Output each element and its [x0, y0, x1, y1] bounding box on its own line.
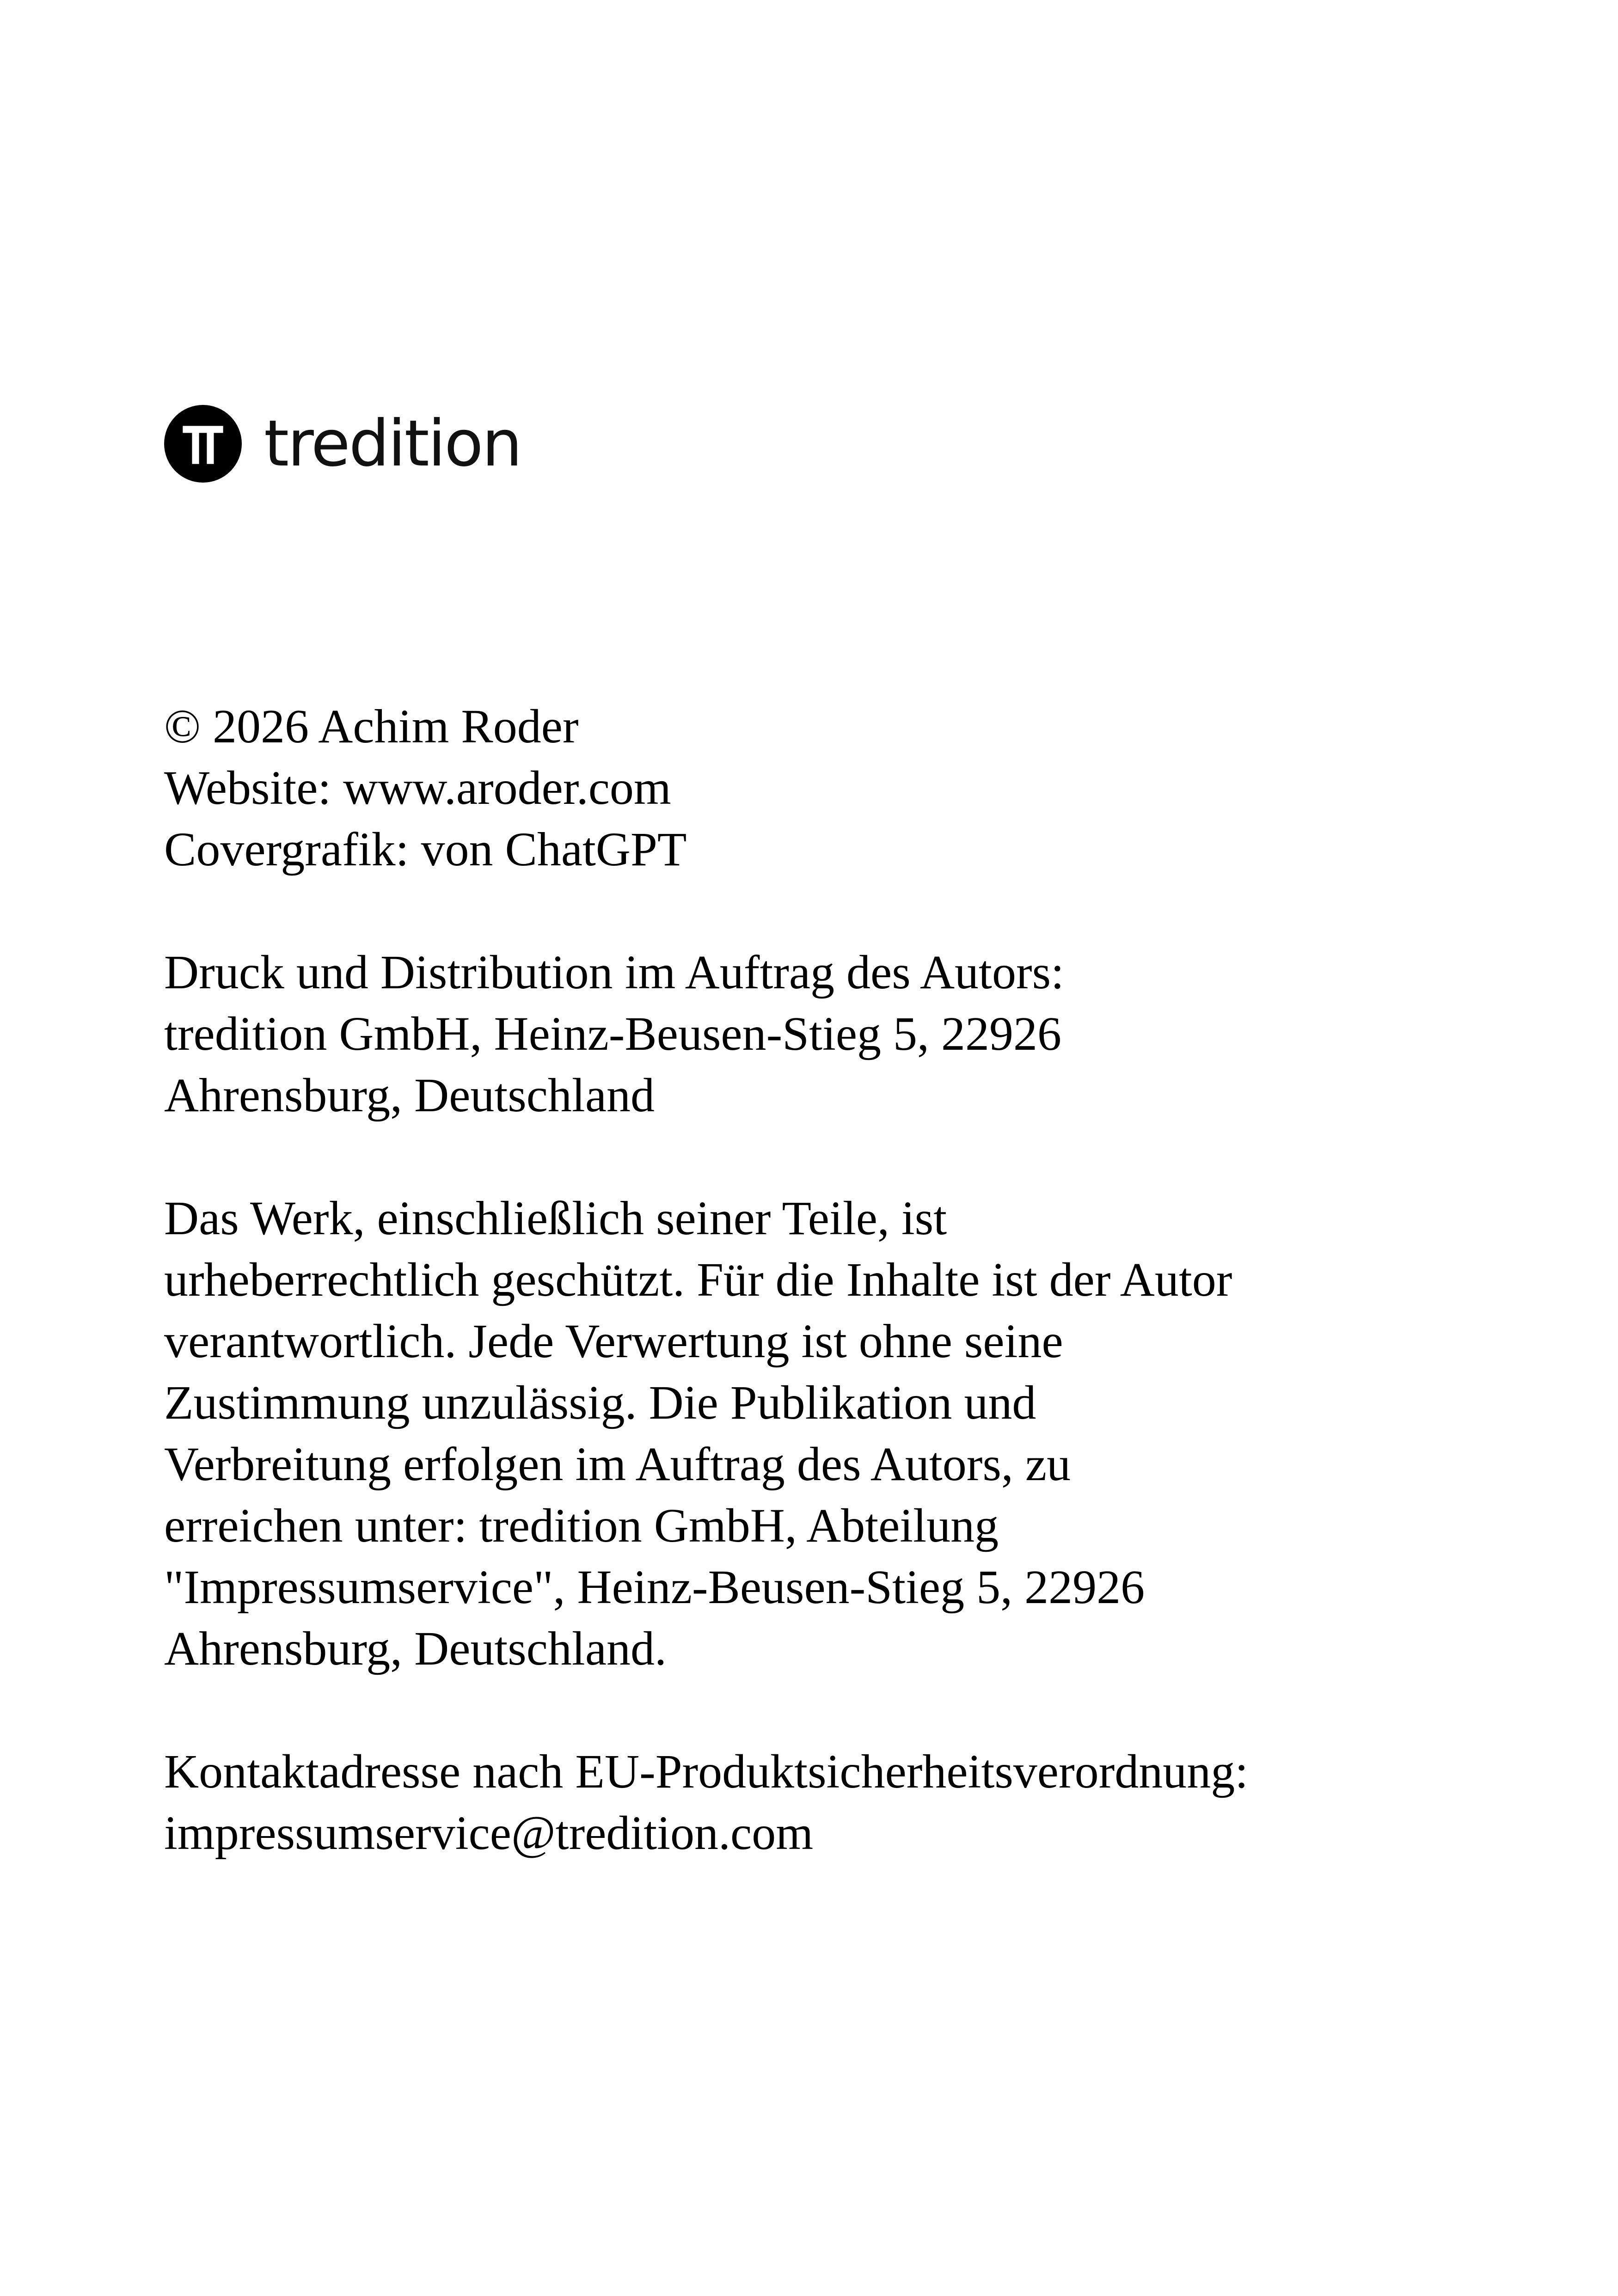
printing-block	[164, 942, 1505, 1126]
rights-line: Verbreitung erfolgen im Auftrag des Autors, zu	[164, 1438, 1071, 1491]
printing-line: Druck und Distribution im Auftrag des Autors:	[164, 946, 1064, 999]
printing-line: Ahrensburg, Deutschland	[164, 1069, 655, 1122]
rights-line: Ahrensburg, Deutschland.	[164, 1622, 667, 1675]
rights-line: "Impressumservice", Heinz-Beusen-Stieg 5, 22926	[164, 1561, 1145, 1614]
rights-line: Das Werk, einschließlich seiner Teile, ist	[164, 1192, 947, 1245]
rights-block	[164, 1188, 1505, 1679]
rights-line: Zustimmung unzulässig. Die Publikation und	[164, 1376, 1036, 1429]
rights-line: erreichen unter: tredition GmbH, Abteilung	[164, 1499, 999, 1552]
tredition-logo-icon	[164, 405, 242, 483]
contact-line: Kontaktadresse nach EU-Produktsicherheitsverordnung:	[164, 1745, 1249, 1798]
cover-credit-line: Covergrafik: von ChatGPT	[164, 823, 687, 876]
contact-email: impressumservice@tredition.com	[164, 1806, 814, 1860]
rights-line: verantwortlich. Jede Verwertung ist ohne seine	[164, 1315, 1063, 1368]
imprint-text	[164, 696, 1505, 1925]
contact-block	[164, 1741, 1505, 1864]
rights-line: urheberrechtlich geschützt. Für die Inhalte ist der Autor	[164, 1253, 1232, 1306]
copyright-block	[164, 696, 1505, 880]
publisher-logo	[164, 400, 521, 488]
printing-line: tredition GmbH, Heinz-Beusen-Stieg 5, 22926	[164, 1007, 1062, 1060]
website-line: Website: www.aroder.com	[164, 761, 671, 814]
copyright-line: © 2026 Achim Roder	[164, 700, 579, 753]
logo-wordmark: tredition	[264, 406, 521, 481]
